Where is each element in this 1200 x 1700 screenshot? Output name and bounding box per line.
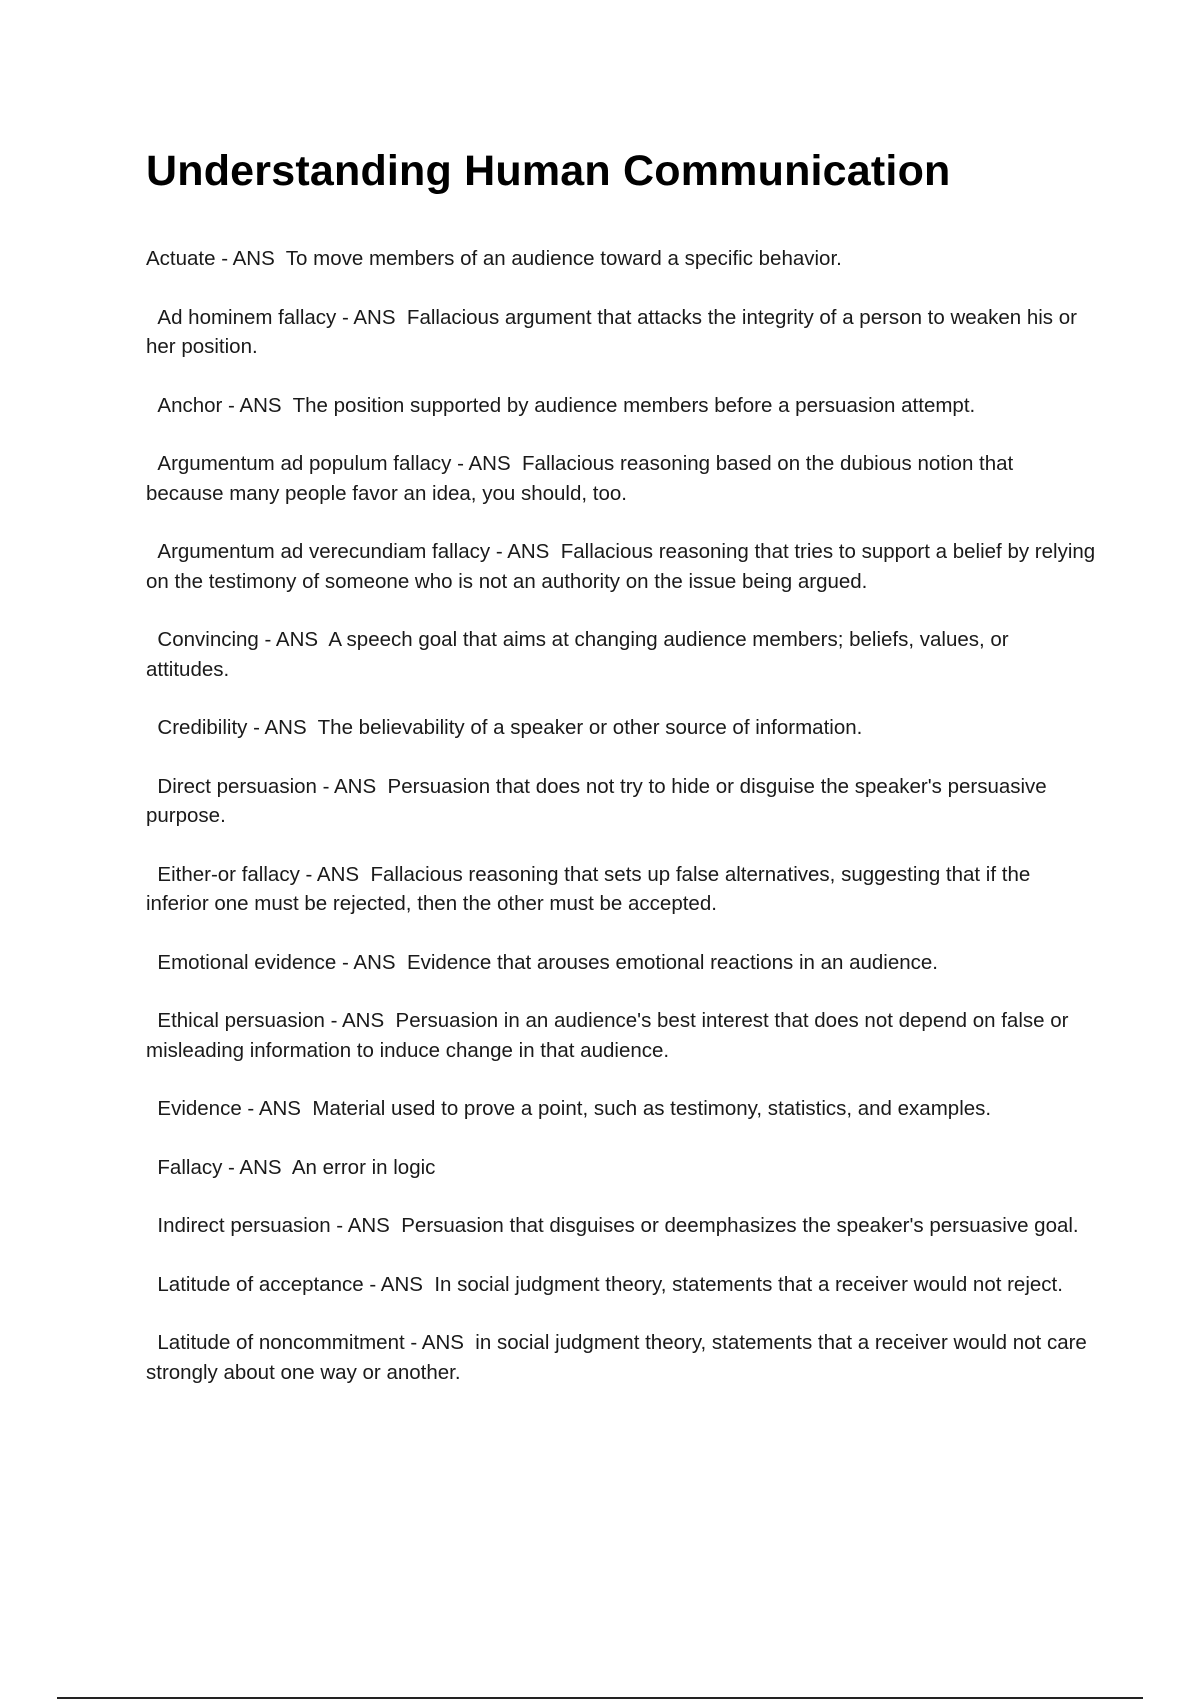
glossary-entry-ad-populum: Argumentum ad populum fallacy - ANS Fallacious reasoning based on the dubious notion that because many people favor an idea, you should, too. <box>146 452 1019 505</box>
page-title: Understanding Human Communication <box>146 147 951 195</box>
glossary-entry-either-or: Either-or fallacy - ANS Fallacious reasoning that sets up false alternatives, suggesting that if the inferior one must be rejected, then the other must be accepted. <box>146 862 1036 915</box>
page-bottom-divider <box>57 1697 1143 1699</box>
glossary-entry-ad-verecundiam: Argumentum ad verecundiam fallacy - ANS Fallacious reasoning that tries to support a belief by relying on the testimony of someone who is not an authority on the issue being argued. <box>146 540 1101 593</box>
glossary-entry-ethical-persuasion: Ethical persuasion - ANS Persuasion in an audience's best interest that does not depend on false or misleading information to induce change in that audience. <box>146 1009 1075 1062</box>
glossary-entry-direct-persuasion: Direct persuasion - ANS Persuasion that does not try to hide or disguise the speaker's persuasive purpose. <box>146 774 1053 827</box>
glossary-entry-convincing: Convincing - ANS A speech goal that aims at changing audience members; beliefs, values, or attitudes. <box>146 628 1015 681</box>
glossary-entry-latitude-noncommitment: Latitude of noncommitment - ANS in social judgment theory, statements that a receiver would not care strongly about one way or another. <box>146 1331 1093 1384</box>
glossary-list <box>146 244 1101 1416</box>
glossary-entry-emotional-evidence: Emotional evidence - ANS Evidence that arouses emotional reactions in an audience. <box>146 950 939 974</box>
glossary-entry-actuate: Actuate - ANS To move members of an audience toward a specific behavior. <box>146 247 842 270</box>
glossary-entry-latitude-acceptance: Latitude of acceptance - ANS In social judgment theory, statements that a receiver would not reject. <box>146 1272 1063 1296</box>
glossary-entry-indirect-persuasion: Indirect persuasion - ANS Persuasion that disguises or deemphasizes the speaker's persuasive goal. <box>146 1214 1079 1237</box>
glossary-entry-evidence: Evidence - ANS Material used to prove a point, such as testimony, statistics, and examples. <box>146 1097 992 1120</box>
glossary-entry-ad-hominem: Ad hominem fallacy - ANS Fallacious argument that attacks the integrity of a person to weaken his or her position. <box>146 305 1083 358</box>
glossary-entry-anchor: Anchor - ANS The position supported by audience members before a persuasion attempt. <box>146 393 976 417</box>
glossary-entry-credibility: Credibility - ANS The believability of a speaker or other source of information. <box>146 716 863 739</box>
glossary-entry-fallacy: Fallacy - ANS An error in logic <box>146 1155 436 1179</box>
